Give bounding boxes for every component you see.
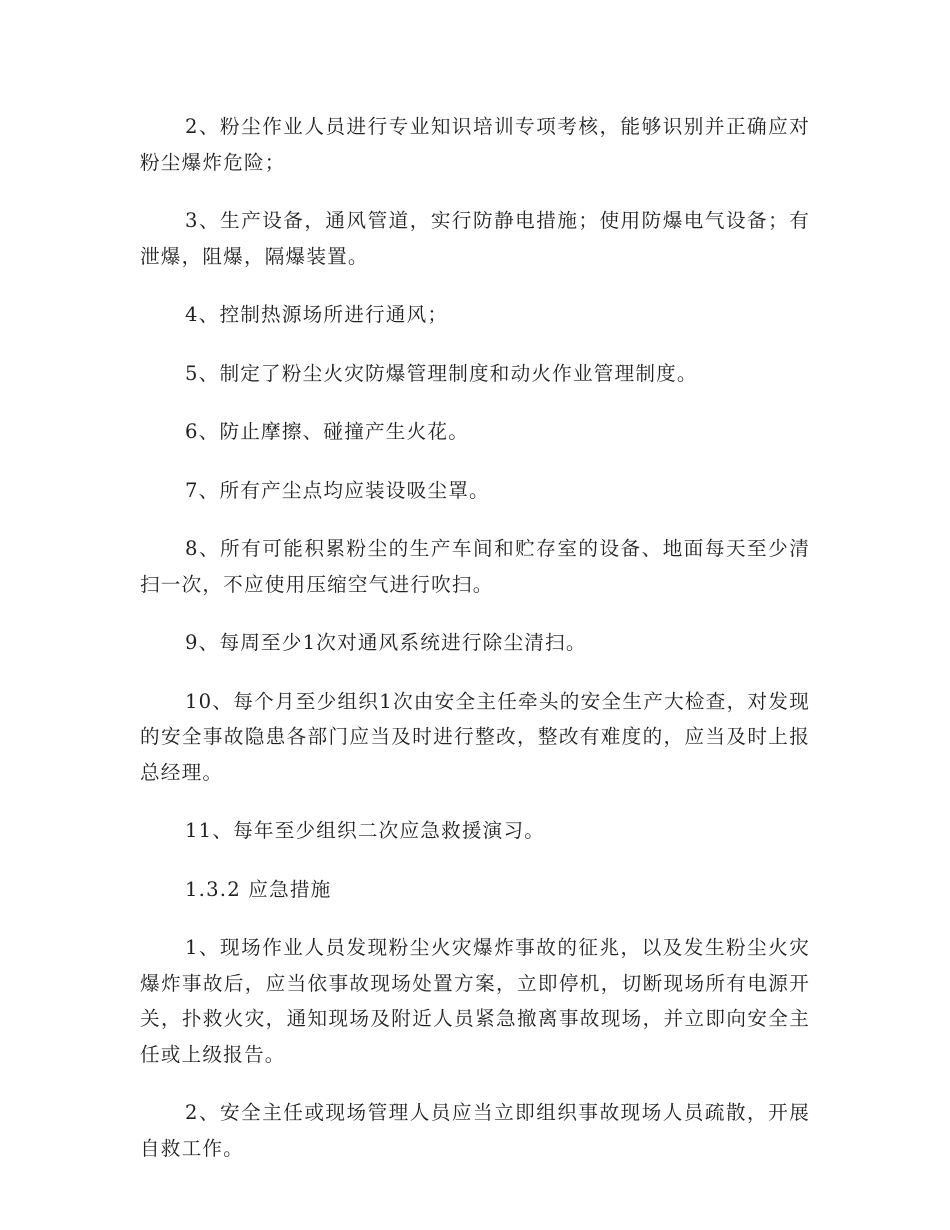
paragraph-item-5: 5、制定了粉尘火灾防爆管理制度和动火作业管理制度。: [185, 361, 698, 385]
paragraph-item-2: 2、粉尘作业人员进行专业知识培训专项考核，能够识别并正确应对粉尘爆炸危险；: [140, 115, 810, 174]
emergency-step-1: 1、现场作业人员发现粉尘火灾爆炸事故的征兆，以及发生粉尘火灾爆炸事故后，应当依事故现场处置方案，立即停机，切断现场所有电源开关，扑救火灾，通知现场及附近人员紧急撤离事故现场，并立即向安全主任或上级报告。: [140, 936, 810, 1066]
paragraph-item-9: 9、每周至少1次对通风系统进行除尘清扫。: [185, 631, 587, 654]
section-heading-emergency-measures: 1.3.2 应急措施: [185, 877, 332, 901]
paragraph-item-7: 7、所有产尘点均应装设吸尘罩。: [185, 478, 490, 502]
emergency-step-2: 2、安全主任或现场管理人员应当立即组织事故现场人员疏散，开展自救工作。: [140, 1101, 810, 1160]
paragraph-item-11: 11、每年至少组织二次应急救援演习。: [185, 819, 546, 842]
paragraph-item-6: 6、防止摩擦、碰撞产生火花。: [185, 420, 469, 443]
paragraph-item-8: 8、所有可能积累粉尘的生产车间和贮存室的设备、地面每天至少清扫一次，不应使用压缩空气进行吹扫。: [140, 537, 810, 596]
document-body: [140, 109, 810, 1189]
paragraph-item-3: 3、生产设备，通风管道，实行防静电措施；使用防爆电气设备；有泄爆，阻爆，隔爆装置。: [140, 209, 810, 268]
paragraph-item-10: 10、每个月至少组织1次由安全主任牵头的安全生产大检查，对发现的安全事故隐患各部门应当及时进行整改，整改有难度的，应当及时上报总经理。: [140, 689, 810, 784]
paragraph-item-4: 4、控制热源场所进行通风；: [185, 303, 449, 326]
